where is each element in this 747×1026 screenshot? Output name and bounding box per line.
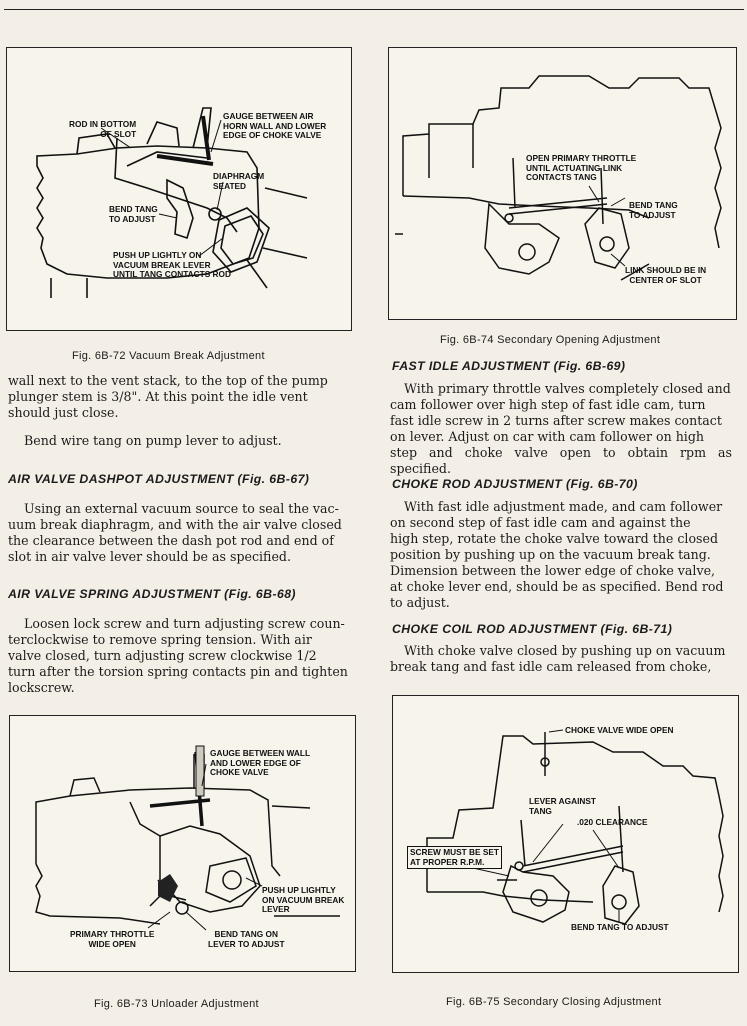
paragraph-choke-coil-rod bbox=[390, 643, 732, 675]
text-line: turn after the torsion spring contacts pin and tighten bbox=[8, 664, 348, 679]
text-line: Loosen lock screw and turn adjusting screw coun- bbox=[24, 616, 345, 631]
label-clearance: .020 CLEARANCE bbox=[577, 817, 648, 827]
label-lever-against-tang: LEVER AGAINST TANG bbox=[529, 796, 596, 816]
text-line: plunger stem is 3/8". At this point the idle vent bbox=[8, 389, 308, 404]
label-bend-tang-on-lever: BEND TANG ON LEVER TO ADJUST bbox=[208, 929, 285, 949]
label-choke-valve-wide-open: CHOKE VALVE WIDE OPEN bbox=[565, 725, 674, 735]
carburetor-drawing bbox=[7, 48, 351, 330]
paragraph-bend-wire-tang: Bend wire tang on pump lever to adjust. bbox=[24, 433, 282, 448]
label-gauge-between-wall: GAUGE BETWEEN WALL AND LOWER EDGE OF CHOKE VALVE bbox=[210, 748, 311, 777]
label-link-center-of-slot: LINK SHOULD BE IN CENTER OF SLOT bbox=[625, 265, 707, 285]
text-line: With primary throttle valves completely closed and bbox=[404, 381, 731, 396]
text-line: to adjust. bbox=[390, 595, 450, 610]
heading-fast-idle: FAST IDLE ADJUSTMENT (Fig. 6B-69) bbox=[392, 359, 626, 373]
text-line: position by pushing up on the vacuum break tang. bbox=[390, 547, 711, 562]
text-line: valve closed, turn adjusting screw clockwise 1/2 bbox=[8, 648, 317, 663]
text-line: Dimension between the lower edge of choke valve, bbox=[390, 563, 716, 578]
heading-choke-rod: CHOKE ROD ADJUSTMENT (Fig. 6B-70) bbox=[392, 477, 638, 491]
caption-fig-6b-74: Fig. 6B-74 Secondary Opening Adjustment bbox=[440, 334, 661, 346]
text-line: high step, rotate the choke valve toward the closed bbox=[390, 531, 719, 546]
paragraph-air-valve-dashpot bbox=[8, 501, 350, 565]
label-screw-must-be-set: SCREW MUST BE SET AT PROPER R.P.M. bbox=[407, 846, 502, 869]
figure-6b-75 bbox=[392, 695, 739, 973]
label-bend-tang: BEND TANG TO ADJUST bbox=[109, 204, 158, 224]
text-line: on second step of fast idle cam and against the bbox=[390, 515, 691, 530]
text-line: on lever. Adjust on car with cam follower on high bbox=[390, 429, 705, 444]
figure-6b-72 bbox=[6, 47, 352, 331]
text-line: Using an external vacuum source to seal the vac- bbox=[24, 501, 339, 516]
paragraph-choke-rod bbox=[390, 499, 732, 611]
text-line: cam follower over high step of fast idle cam, turn bbox=[390, 397, 706, 412]
heading-air-valve-dashpot: AIR VALVE DASHPOT ADJUSTMENT (Fig. 6B-67) bbox=[8, 472, 310, 486]
text-line: slot in air valve lever should be as specified. bbox=[8, 549, 291, 564]
text-line: break tang and fast idle cam released from choke, bbox=[390, 659, 712, 674]
top-rule bbox=[4, 9, 744, 10]
heading-choke-coil-rod: CHOKE COIL ROD ADJUSTMENT (Fig. 6B-71) bbox=[392, 622, 673, 636]
label-push-up-lightly: PUSH UP LIGHTLY ON VACUUM BREAK LEVER bbox=[262, 885, 345, 914]
text-line: should just close. bbox=[8, 405, 119, 420]
text-line: the clearance between the dash pot rod and end of bbox=[8, 533, 334, 548]
label-diaphragm-seated: DIAPHRAGM SEATED bbox=[213, 171, 265, 191]
text-line: With fast idle adjustment made, and cam follower bbox=[404, 499, 723, 514]
feeler-gauge bbox=[196, 746, 204, 796]
text-line: lockscrew. bbox=[8, 680, 75, 695]
caption-fig-6b-75: Fig. 6B-75 Secondary Closing Adjustment bbox=[446, 996, 662, 1008]
caption-fig-6b-72: Fig. 6B-72 Vacuum Break Adjustment bbox=[72, 350, 265, 362]
paragraph-air-valve-spring bbox=[8, 616, 350, 696]
text-line: wall next to the vent stack, to the top of the pump bbox=[8, 373, 328, 388]
text-line: at choke lever end, should be as specified. Bend rod bbox=[390, 579, 724, 594]
text-line: uum break diaphragm, and with the air valve closed bbox=[8, 517, 342, 532]
text-line: terclockwise to remove spring tension. With air bbox=[8, 632, 312, 647]
figure-6b-73 bbox=[9, 715, 356, 972]
label-primary-throttle-wide-open: PRIMARY THROTTLE WIDE OPEN bbox=[70, 929, 155, 949]
heading-air-valve-spring: AIR VALVE SPRING ADJUSTMENT (Fig. 6B-68) bbox=[8, 587, 296, 601]
carburetor-drawing bbox=[393, 696, 738, 972]
text-line: fast idle screw in 2 turns after screw makes contact bbox=[390, 413, 722, 428]
caption-fig-6b-73: Fig. 6B-73 Unloader Adjustment bbox=[94, 998, 259, 1010]
text-line: With choke valve closed by pushing up on vacuum bbox=[404, 643, 726, 658]
paragraph-pump-plunger bbox=[8, 373, 350, 421]
label-push-up-lightly: PUSH UP LIGHTLY ON VACUUM BREAK LEVER UNTIL TANG CONTACTS ROD bbox=[113, 250, 231, 279]
label-bend-tang: BEND TANG TO ADJUST bbox=[629, 200, 678, 220]
label-open-primary-throttle: OPEN PRIMARY THROTTLE UNTIL ACTUATING LINK CONTACTS TANG bbox=[526, 153, 637, 182]
label-gauge-air-horn: GAUGE BETWEEN AIR HORN WALL AND LOWER EDGE OF CHOKE VALVE bbox=[223, 111, 327, 140]
figure-6b-74 bbox=[388, 47, 737, 320]
text-line: step and choke valve open to obtain rpm as specified. bbox=[390, 445, 732, 476]
paragraph-fast-idle bbox=[390, 381, 732, 477]
label-bend-tang-to-adjust: BEND TANG TO ADJUST bbox=[571, 922, 669, 932]
label-rod-in-bottom-of-slot: ROD IN BOTTOM OF SLOT bbox=[69, 119, 137, 139]
